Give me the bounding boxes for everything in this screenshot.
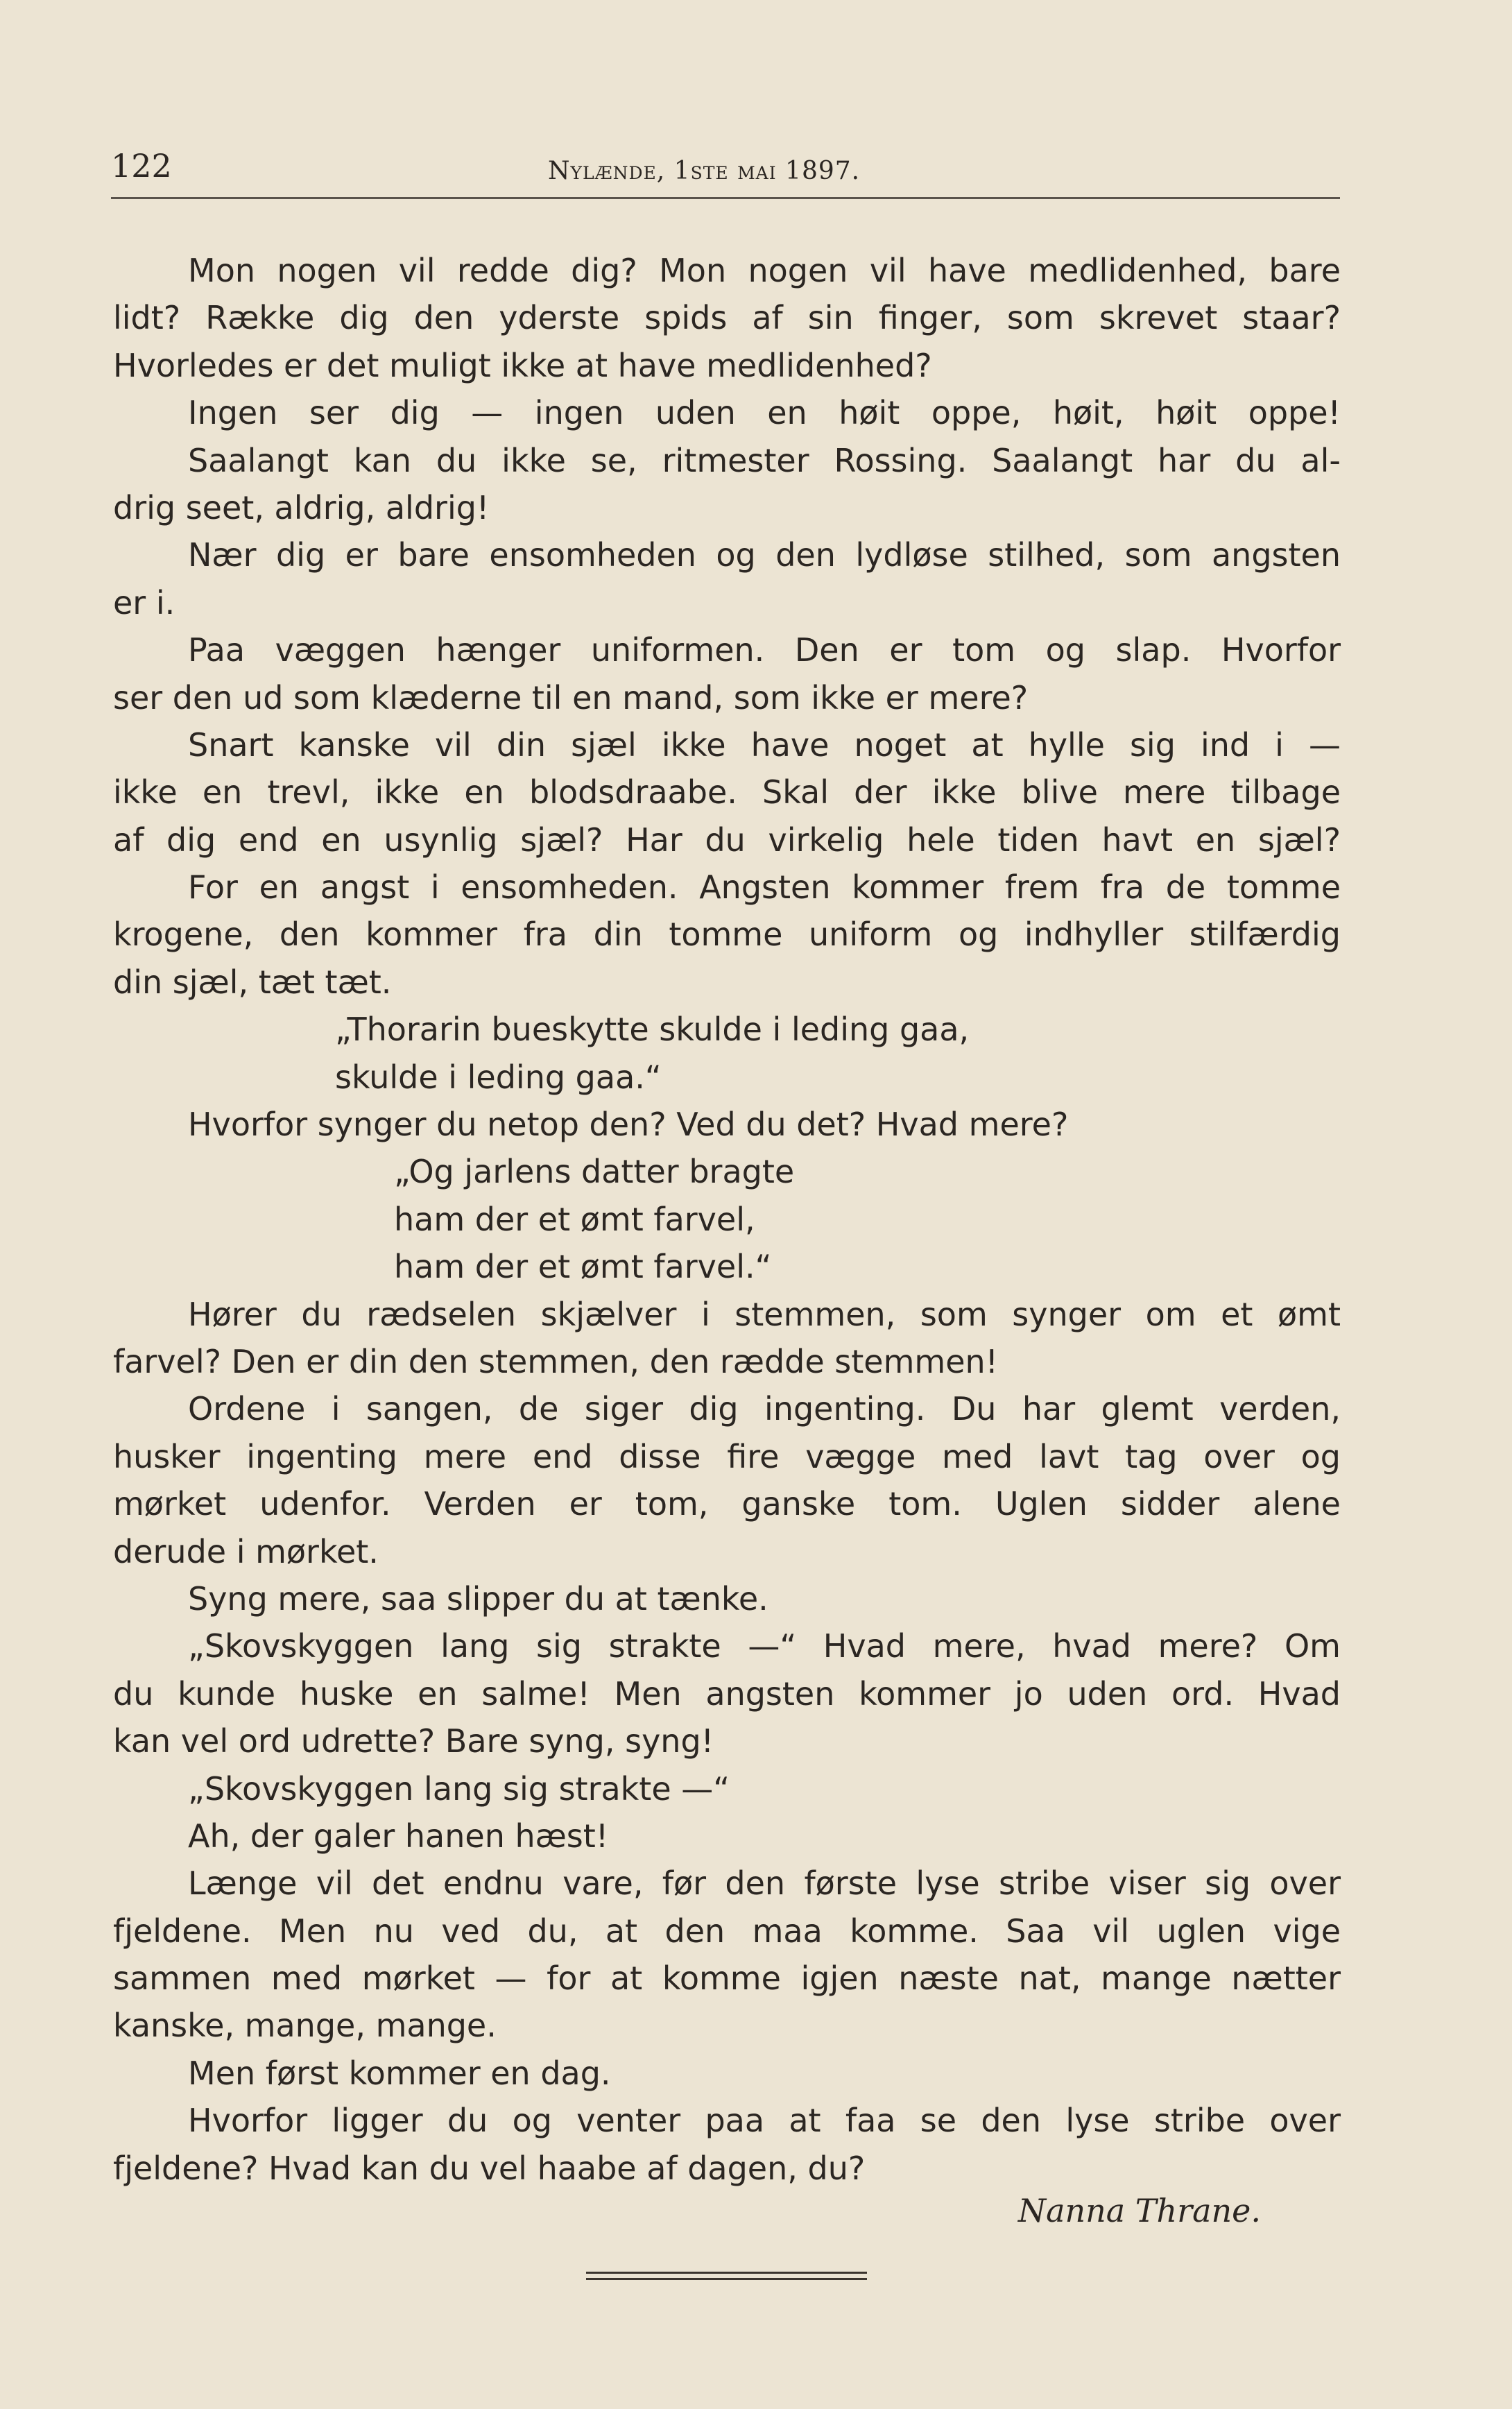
text-line: sammen med mørket — for at komme igjen næste nat, mange nætter	[113, 1960, 1341, 1998]
text-line: Hvorfor ligger du og venter paa at faa se den lyse stribe over	[188, 2102, 1341, 2140]
verse-line: „Thorarin bueskytte skulde i leding gaa,	[335, 1011, 970, 1049]
text-line: Paa væggen hænger uniformen. Den er tom og slap. Hvorfor	[188, 631, 1341, 669]
text-line: Nær dig er bare ensomheden og den lydløse stilhed, som angsten	[188, 536, 1341, 574]
header-rule	[111, 197, 1340, 199]
text-line: Længe vil det endnu vare, før den første lyse stribe viser sig over	[188, 1864, 1341, 1903]
text-line: Syng mere, saa slipper du at tænke.	[188, 1579, 768, 1618]
author-signature: Nanna Thrane.	[1017, 2192, 1261, 2229]
text-line: du kunde huske en salme! Men angsten kommer jo uden ord. Hvad	[113, 1674, 1341, 1713]
text-line: ser den ud som klæderne til en mand, som ikke er mere?	[113, 678, 1029, 717]
text-line: Snart kanske vil din sjæl ikke have noget at hylle sig ind i —	[188, 726, 1341, 764]
text-line: lidt? Række dig den yderste spids af sin finger, som skrevet staar?	[113, 299, 1341, 337]
text-line: Hvorfor synger du netop den? Ved du det? Hvad mere?	[188, 1106, 1069, 1144]
end-ornament-rule	[586, 2272, 867, 2284]
text-line: er i.	[113, 583, 175, 621]
running-title: Nylænde, 1ste mai 1897.	[548, 157, 861, 185]
text-line: kanske, mange, mange.	[113, 2007, 497, 2045]
text-line: kan vel ord udrette? Bare syng, syng!	[113, 1722, 714, 1760]
text-line: husker ingenting mere end disse fire vægge med lavt tag over og	[113, 1437, 1341, 1475]
verse-line: skulde i leding gaa.“	[335, 1058, 662, 1096]
page-header	[111, 147, 1340, 196]
page-number: 122	[111, 147, 172, 185]
text-line: Mon nogen vil redde dig? Mon nogen vil have medlidenhed, bare	[188, 252, 1341, 289]
text-line: af dig end en usynlig sjæl? Har du virkelig hele tiden havt en sjæl?	[113, 821, 1341, 859]
text-line: drig seet, aldrig, aldrig!	[113, 488, 490, 526]
text-line: farvel? Den er din den stemmen, den rædde stemmen!	[113, 1342, 999, 1380]
article-body	[113, 247, 1341, 2192]
text-line: Hvorledes er det muligt ikke at have medlidenhed?	[113, 346, 932, 384]
text-line: „Skovskyggen lang sig strakte —“ Hvad mere, hvad mere? Om	[188, 1627, 1341, 1665]
verse-line: ham der et ømt farvel,	[394, 1200, 755, 1238]
verse-line: „Og jarlens datter bragte	[394, 1153, 795, 1191]
text-line: krogene, den kommer fra din tomme uniform og indhyller stilfærdig	[113, 916, 1341, 954]
rule-line	[586, 2278, 867, 2280]
text-line: ikke en trevl, ikke en blodsdraabe. Skal der ikke blive mere tilbage	[113, 773, 1341, 812]
text-line: Ordene i sangen, de siger dig ingenting. Du har glemt verden,	[188, 1390, 1341, 1428]
text-line: For en angst i ensomheden. Angsten kommer frem fra de tomme	[188, 868, 1341, 907]
text-line: Saalangt kan du ikke se, ritmester Rossing. Saalangt har du al-	[188, 441, 1341, 479]
rule-line	[586, 2272, 867, 2274]
text-line: Ah, der galer hanen hæst!	[188, 1817, 609, 1855]
text-line: mørket udenfor. Verden er tom, ganske tom. Uglen sidder alene	[113, 1485, 1341, 1523]
text-line: Men først kommer en dag.	[188, 2054, 611, 2092]
text-line: Ingen ser dig — ingen uden en høit oppe, høit, høit oppe!	[188, 394, 1341, 432]
text-line: „Skovskyggen lang sig strakte —“	[188, 1769, 730, 1808]
verse-line: ham der et ømt farvel.“	[394, 1248, 772, 1286]
text-line: fjeldene? Hvad kan du vel haabe af dagen, du?	[113, 2149, 866, 2187]
text-line: fjeldene. Men nu ved du, at den maa komme. Saa vil uglen vige	[113, 1912, 1341, 1950]
text-line: din sjæl, tæt tæt.	[113, 963, 392, 1001]
text-line: derude i mørket.	[113, 1532, 379, 1570]
text-line: Hører du rædselen skjælver i stemmen, som synger om et ømt	[188, 1295, 1341, 1333]
